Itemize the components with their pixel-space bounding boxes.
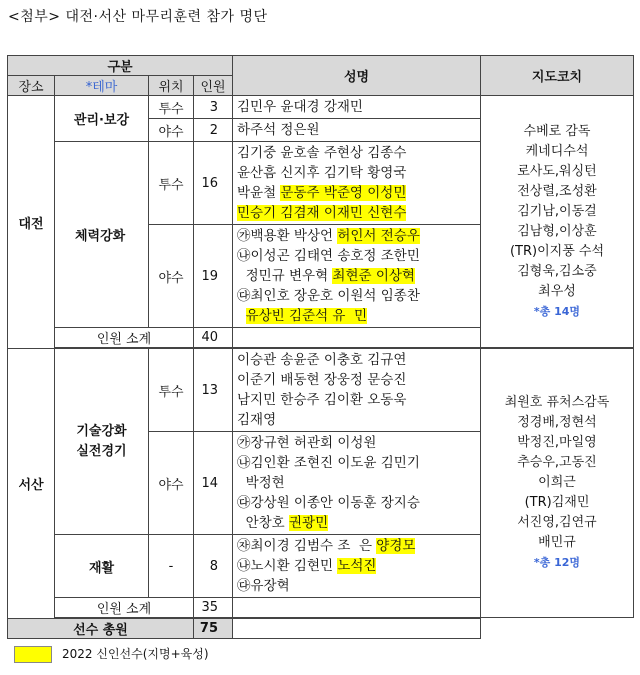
- coach-total: *총 12명: [533, 556, 581, 569]
- player-names: ㉰최인호 장운호 이원석 임종찬: [237, 288, 420, 304]
- name-line: [237, 453, 476, 473]
- coach-name: 수베로 감독: [523, 123, 591, 139]
- name-line: [237, 203, 476, 223]
- thema-rehab: 재활: [55, 535, 149, 598]
- name-line: [237, 556, 476, 576]
- coach-name: 케네디수석: [525, 143, 589, 159]
- legend-label: 2022 신인선수(지명+육성): [62, 647, 209, 661]
- player-names: ㉯노시환 김현민: [237, 558, 338, 574]
- pos-cell: 투수: [149, 96, 194, 119]
- rookie-highlight: 민승기 김겸재 이재민 신현수: [237, 205, 407, 221]
- header-gubun: 구분: [8, 56, 233, 76]
- name-line: [237, 286, 476, 306]
- name-line: [237, 97, 476, 117]
- place-daejeon: 대전: [8, 96, 55, 349]
- count-cell: 14: [194, 432, 233, 535]
- pos-cell: 투수: [149, 349, 194, 432]
- player-names: [237, 308, 246, 324]
- count-cell: 8: [194, 535, 233, 598]
- name-line: [237, 120, 476, 140]
- player-names: ㉮장규현 허관회 이성원: [237, 435, 377, 451]
- pos-cell: 투수: [149, 142, 194, 225]
- subtotal-label: 인원 소계: [55, 598, 194, 618]
- player-names: ㉯이성곤 김태연 송호정 조한민: [237, 248, 420, 264]
- name-line: [237, 183, 476, 203]
- player-names: 이준기 배동현 장웅정 문승진: [237, 372, 407, 388]
- coach-name: (TR)김재민: [524, 495, 590, 510]
- pos-cell: 야수: [149, 119, 194, 142]
- header-place: 장소: [8, 76, 55, 96]
- name-line: [237, 350, 476, 370]
- name-line: [237, 226, 476, 246]
- player-names: 김기중 윤호솔 주현상 김종수: [237, 145, 407, 161]
- name-line: [237, 306, 476, 326]
- page-title: <첨부> 대전·서산 마무리훈련 참가 명단: [8, 9, 268, 25]
- subtotal-value: 40: [194, 328, 233, 348]
- rookie-highlight: 문동주 박준영 이성민: [280, 185, 407, 201]
- names-cell: [233, 119, 481, 142]
- coach-name: 김형욱,김소중: [517, 263, 597, 279]
- coach-name: 배민규: [538, 535, 576, 550]
- pos-cell: -: [149, 535, 194, 598]
- player-names: ㉰강상원 이종안 이동훈 장지승: [237, 495, 420, 511]
- player-names: 박정현: [237, 475, 285, 491]
- count-cell: 16: [194, 142, 233, 225]
- coach-name: 추승우,고동진: [517, 455, 597, 470]
- coach-name: (TR)이지풍 수석: [509, 243, 605, 259]
- player-names: 안창호: [237, 515, 289, 531]
- player-names: ㉰유장혁: [237, 578, 290, 594]
- player-names: 박윤철: [237, 185, 281, 201]
- names-cell: [233, 432, 481, 535]
- coach-name: 로사도,워싱턴: [517, 163, 597, 179]
- thema-skill: 기술강화 실전경기: [55, 349, 149, 535]
- roster-table: [7, 55, 634, 639]
- name-line: [237, 433, 476, 453]
- player-names: 김재영: [237, 412, 277, 428]
- name-line: [237, 390, 476, 410]
- count-cell: 19: [194, 225, 233, 328]
- coach-name: 최우성: [538, 283, 576, 299]
- rookie-highlight: 유상빈 김준석 유 민: [245, 308, 368, 324]
- names-cell: [233, 535, 481, 598]
- coach-name: 이희근: [538, 475, 576, 490]
- rookie-highlight: 최현준 이상혁: [332, 268, 415, 284]
- name-line: [237, 473, 476, 493]
- name-line: [237, 576, 476, 596]
- pos-cell: 야수: [149, 225, 194, 328]
- legend: [14, 645, 209, 663]
- header-count: 인원: [194, 76, 233, 96]
- names-cell: [233, 225, 481, 328]
- grand-total-label: 선수 총원: [8, 619, 194, 639]
- thema-mgmt: 관리·보강: [55, 96, 149, 142]
- header-position: 위치: [149, 76, 194, 96]
- place-seosan: 서산: [8, 349, 55, 619]
- coach-name: 전상렬,조성환: [517, 183, 597, 199]
- coach-name: 서진영,김연규: [517, 515, 597, 530]
- coach-name: 정경배,정현석: [517, 415, 597, 430]
- player-names: 김민우 윤대경 강재민: [237, 99, 363, 115]
- subtotal-value: 35: [194, 598, 233, 618]
- name-line: [237, 266, 476, 286]
- coach-name: 최원호 퓨처스감독: [504, 395, 610, 410]
- name-line: [237, 143, 476, 163]
- name-line: [237, 410, 476, 430]
- names-cell: [233, 96, 481, 119]
- player-names: ㉶최이경 김범수 조 은: [237, 538, 377, 554]
- player-names: 윤산흠 신지후 김기탁 황영국: [237, 165, 407, 181]
- name-line: [237, 163, 476, 183]
- player-names: 하주석 정은원: [237, 122, 320, 138]
- rookie-highlight: 허인서 전승우: [337, 228, 420, 244]
- player-names: ㉮백용환 박상언: [237, 228, 338, 244]
- names-cell: [233, 142, 481, 225]
- rookie-highlight: 노석진: [337, 558, 377, 574]
- player-names: ㉯김인환 조현진 이도윤 김민기: [237, 455, 420, 471]
- names-cell: [233, 349, 481, 432]
- name-line: [237, 493, 476, 513]
- count-cell: 3: [194, 96, 233, 119]
- coach-list-daejeon: [481, 96, 634, 348]
- pos-cell: 야수: [149, 432, 194, 535]
- grand-total-value: 75: [194, 619, 233, 639]
- count-cell: 2: [194, 119, 233, 142]
- coach-total: *총 14명: [533, 304, 581, 318]
- name-line: [237, 246, 476, 266]
- header-coach: 지도코치: [481, 56, 634, 96]
- player-names: 이승관 송윤준 이충호 김규연: [237, 352, 407, 368]
- thema-strength: 체력강화: [55, 142, 149, 328]
- coach-name: 김남형,이상훈: [517, 223, 597, 239]
- name-line: [237, 513, 476, 533]
- coach-list-seosan: [481, 349, 634, 618]
- legend-swatch: [14, 646, 52, 663]
- coach-name: 김기남,이동걸: [517, 203, 597, 219]
- rookie-highlight: 권광민: [289, 515, 329, 531]
- name-line: [237, 536, 476, 556]
- rookie-highlight: 양경모: [376, 538, 416, 554]
- count-cell: 13: [194, 349, 233, 432]
- player-names: 정민규 변우혁: [237, 268, 333, 284]
- player-names: 남지민 한승주 김이환 오동욱: [237, 392, 407, 408]
- subtotal-label: 인원 소계: [55, 328, 194, 348]
- coach-name: 박정진,마일영: [517, 435, 597, 450]
- name-line: [237, 370, 476, 390]
- header-names: 성명: [233, 56, 481, 96]
- header-thema: *테마: [55, 76, 149, 96]
